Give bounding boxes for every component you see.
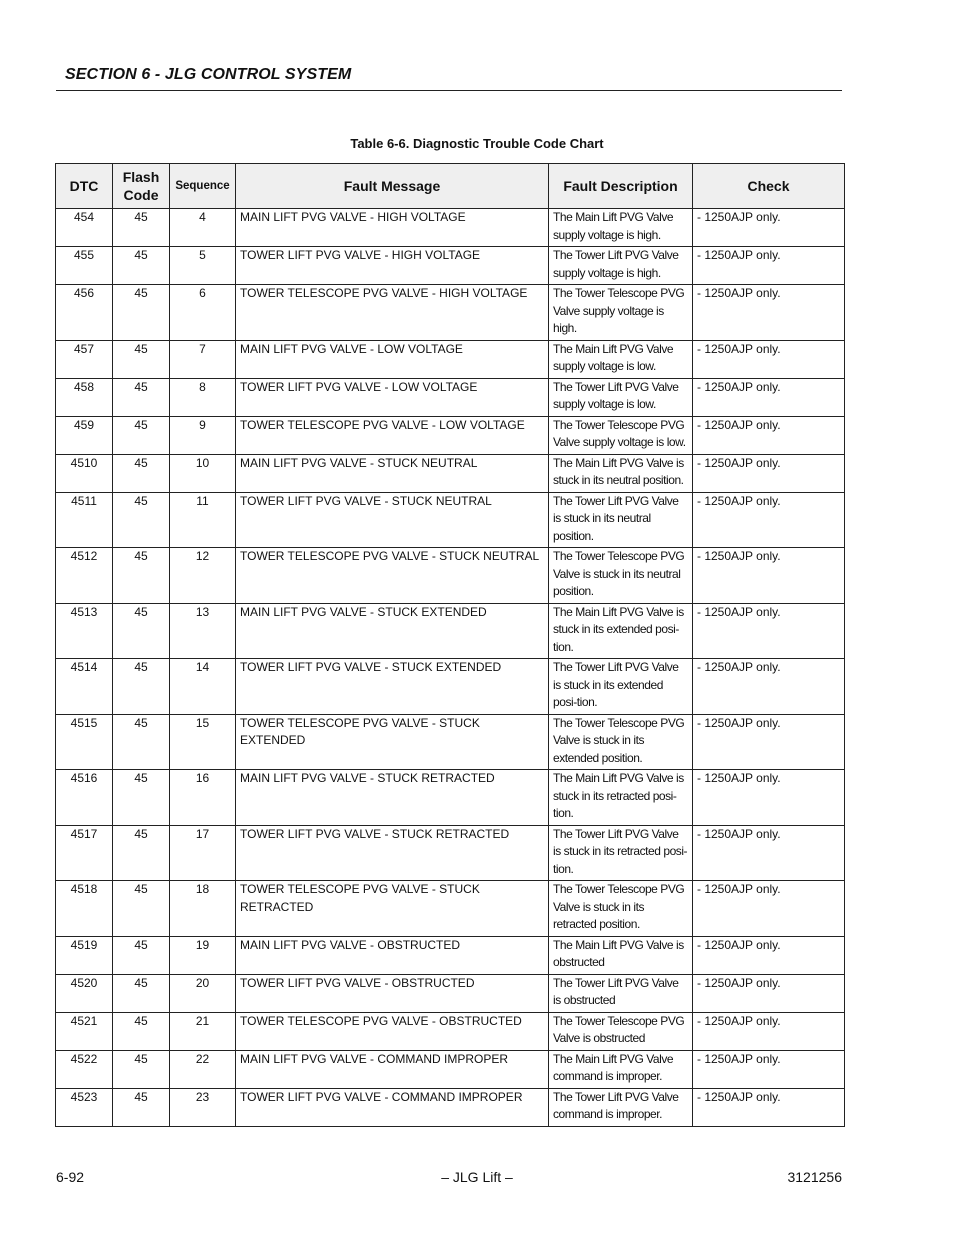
- table-caption: Table 6-6. Diagnostic Trouble Code Chart: [350, 136, 604, 151]
- table-row: [56, 825, 845, 881]
- fault-description-cell: [549, 416, 693, 454]
- fault-description-cell: [549, 659, 693, 715]
- fault-description-text: The Tower Telescope PVG Valve is stuck in its extended position.: [553, 715, 685, 765]
- check-cell: - 1250AJP only.: [693, 659, 845, 715]
- table-row: [56, 603, 845, 659]
- fault-description-cell: [549, 247, 693, 285]
- table-row: [56, 340, 845, 378]
- dtc-cell: 4519: [56, 936, 113, 974]
- fault-description-text: The Main Lift PVG Valve supply voltage is low.: [553, 341, 674, 373]
- diagnostic-trouble-code-table: [55, 163, 845, 1127]
- fault-description-cell: [549, 974, 693, 1012]
- dtc-cell: 4514: [56, 659, 113, 715]
- fault-description-text: The Main Lift PVG Valve is stuck in its extended posi-tion.: [553, 604, 684, 654]
- fault-description-cell: [549, 209, 693, 247]
- table-row: [56, 936, 845, 974]
- fault-message-cell: TOWER LIFT PVG VALVE - STUCK NEUTRAL: [236, 492, 549, 548]
- fault-message-cell: TOWER LIFT PVG VALVE - LOW VOLTAGE: [236, 378, 549, 416]
- fault-description-text: The Tower Telescope PVG Valve is obstructed: [553, 1013, 685, 1045]
- dtc-cell: 459: [56, 416, 113, 454]
- table-row: [56, 209, 845, 247]
- check-cell: - 1250AJP only.: [693, 974, 845, 1012]
- fault-description-cell: [549, 936, 693, 974]
- sequence-cell: 13: [170, 603, 236, 659]
- dtc-cell: 4512: [56, 548, 113, 604]
- flash-code-cell: 45: [113, 603, 170, 659]
- fault-description-text: The Main Lift PVG Valve command is improper.: [553, 1051, 674, 1083]
- fault-description-text: The Tower Telescope PVG Valve is stuck in its neutral position.: [553, 549, 685, 598]
- table-row: [56, 247, 845, 285]
- fault-description-text: The Main Lift PVG Valve is stuck in its retracted posi-tion.: [553, 771, 684, 820]
- section-header: [56, 64, 842, 91]
- sequence-cell: 14: [170, 659, 236, 715]
- fault-description-cell: [549, 881, 693, 937]
- check-cell: - 1250AJP only.: [693, 1050, 845, 1088]
- table-row: [56, 378, 845, 416]
- sequence-cell: 5: [170, 247, 236, 285]
- column-header-sequence: Sequence: [170, 164, 236, 209]
- fault-message-cell: TOWER LIFT PVG VALVE - COMMAND IMPROPER: [236, 1088, 549, 1126]
- fault-description-cell: [549, 825, 693, 881]
- check-cell: - 1250AJP only.: [693, 492, 845, 548]
- dtc-cell: 458: [56, 378, 113, 416]
- fault-message-cell: MAIN LIFT PVG VALVE - OBSTRUCTED: [236, 936, 549, 974]
- fault-description-text: The Tower Lift PVG Valve command is improper.: [553, 1089, 679, 1121]
- sequence-cell: 17: [170, 825, 236, 881]
- table-row: [56, 714, 845, 770]
- fault-description-cell: [549, 603, 693, 659]
- check-cell: - 1250AJP only.: [693, 714, 845, 770]
- fault-description-cell: [549, 714, 693, 770]
- column-header-flash-code: [113, 164, 170, 209]
- fault-message-cell: MAIN LIFT PVG VALVE - COMMAND IMPROPER: [236, 1050, 549, 1088]
- check-cell: - 1250AJP only.: [693, 209, 845, 247]
- dtc-cell: 4518: [56, 881, 113, 937]
- fault-description-text: The Main Lift PVG Valve is obstructed: [553, 937, 684, 969]
- check-cell: - 1250AJP only.: [693, 1088, 845, 1126]
- sequence-cell: 16: [170, 770, 236, 826]
- sequence-cell: 21: [170, 1012, 236, 1050]
- table-body: [56, 209, 845, 1127]
- sequence-cell: 4: [170, 209, 236, 247]
- fault-message-cell: TOWER TELESCOPE PVG VALVE - OBSTRUCTED: [236, 1012, 549, 1050]
- check-cell: - 1250AJP only.: [693, 416, 845, 454]
- fault-description-text: The Tower Lift PVG Valve is stuck in its extended posi-tion.: [553, 660, 679, 709]
- dtc-cell: 454: [56, 209, 113, 247]
- column-header-dtc: DTC: [56, 164, 113, 209]
- fault-description-cell: [549, 454, 693, 492]
- fault-description-text: The Tower Telescope PVG Valve supply voltage is low.: [553, 417, 686, 449]
- sequence-cell: 22: [170, 1050, 236, 1088]
- fault-description-text: The Tower Lift PVG Valve is stuck in its neutral position.: [553, 493, 679, 543]
- fault-message-cell: TOWER TELESCOPE PVG VALVE - HIGH VOLTAGE: [236, 285, 549, 341]
- dtc-cell: 4521: [56, 1012, 113, 1050]
- flash-code-cell: 45: [113, 825, 170, 881]
- page-number: 6-92: [56, 1169, 85, 1185]
- fault-message-cell: TOWER TELESCOPE PVG VALVE - STUCK RETRACTED: [236, 881, 549, 937]
- flash-code-cell: 45: [113, 454, 170, 492]
- dtc-cell: 4516: [56, 770, 113, 826]
- flash-code-cell: 45: [113, 340, 170, 378]
- sequence-cell: 12: [170, 548, 236, 604]
- dtc-cell: 4510: [56, 454, 113, 492]
- check-cell: - 1250AJP only.: [693, 454, 845, 492]
- fault-description-cell: [549, 285, 693, 341]
- fault-message-cell: TOWER LIFT PVG VALVE - HIGH VOLTAGE: [236, 247, 549, 285]
- check-cell: - 1250AJP only.: [693, 936, 845, 974]
- fault-message-cell: MAIN LIFT PVG VALVE - HIGH VOLTAGE: [236, 209, 549, 247]
- fault-description-cell: [549, 1050, 693, 1088]
- table-row: [56, 548, 845, 604]
- sequence-cell: 6: [170, 285, 236, 341]
- fault-message-cell: MAIN LIFT PVG VALVE - LOW VOLTAGE: [236, 340, 549, 378]
- flash-code-cell: 45: [113, 378, 170, 416]
- table-row: [56, 285, 845, 341]
- flash-code-cell: 45: [113, 936, 170, 974]
- dtc-cell: 455: [56, 247, 113, 285]
- flash-code-cell: 45: [113, 659, 170, 715]
- check-cell: - 1250AJP only.: [693, 247, 845, 285]
- dtc-cell: 4522: [56, 1050, 113, 1088]
- table-row: [56, 1088, 845, 1126]
- sequence-cell: 11: [170, 492, 236, 548]
- flash-code-cell: 45: [113, 714, 170, 770]
- dtc-cell: 4520: [56, 974, 113, 1012]
- table-row: [56, 416, 845, 454]
- fault-description-text: The Tower Lift PVG Valve is obstructed: [553, 975, 679, 1007]
- fault-description-text: The Main Lift PVG Valve supply voltage is high.: [553, 210, 674, 242]
- check-cell: - 1250AJP only.: [693, 603, 845, 659]
- fault-message-cell: MAIN LIFT PVG VALVE - STUCK NEUTRAL: [236, 454, 549, 492]
- check-cell: - 1250AJP only.: [693, 770, 845, 826]
- dtc-cell: 4511: [56, 492, 113, 548]
- fault-description-text: The Main Lift PVG Valve is stuck in its neutral position.: [553, 455, 684, 487]
- fault-description-cell: [549, 378, 693, 416]
- flash-code-cell: 45: [113, 416, 170, 454]
- table-row: [56, 492, 845, 548]
- fault-description-cell: [549, 548, 693, 604]
- flash-code-cell: 45: [113, 1012, 170, 1050]
- sequence-cell: 23: [170, 1088, 236, 1126]
- dtc-cell: 4515: [56, 714, 113, 770]
- column-header-fault-message: Fault Message: [236, 164, 549, 209]
- fault-message-cell: TOWER TELESCOPE PVG VALVE - STUCK NEUTRAL: [236, 548, 549, 604]
- table-row: [56, 454, 845, 492]
- sequence-cell: 18: [170, 881, 236, 937]
- table-row: [56, 1012, 845, 1050]
- dtc-cell: 457: [56, 340, 113, 378]
- table-row: [56, 659, 845, 715]
- flash-code-cell: 45: [113, 548, 170, 604]
- sequence-cell: 15: [170, 714, 236, 770]
- fault-description-text: The Tower Telescope PVG Valve is stuck in its retracted position.: [553, 882, 685, 931]
- column-header-fault-description: Fault Description: [549, 164, 693, 209]
- dtc-cell: 4513: [56, 603, 113, 659]
- fault-message-cell: TOWER LIFT PVG VALVE - OBSTRUCTED: [236, 974, 549, 1012]
- flash-code-cell: 45: [113, 770, 170, 826]
- check-cell: - 1250AJP only.: [693, 881, 845, 937]
- check-cell: - 1250AJP only.: [693, 1012, 845, 1050]
- fault-description-cell: [549, 1088, 693, 1126]
- column-header-check: Check: [693, 164, 845, 209]
- dtc-cell: 4523: [56, 1088, 113, 1126]
- fault-description-text: The Tower Lift PVG Valve supply voltage is low.: [553, 379, 679, 411]
- fault-description-cell: [549, 1012, 693, 1050]
- dtc-cell: 4517: [56, 825, 113, 881]
- fault-description-cell: [549, 770, 693, 826]
- fault-message-cell: TOWER LIFT PVG VALVE - STUCK EXTENDED: [236, 659, 549, 715]
- check-cell: - 1250AJP only.: [693, 548, 845, 604]
- sequence-cell: 9: [170, 416, 236, 454]
- table-header-row: [56, 164, 845, 209]
- flash-code-header-label: Flash Code: [122, 169, 160, 203]
- flash-code-cell: 45: [113, 881, 170, 937]
- flash-code-cell: 45: [113, 285, 170, 341]
- check-cell: - 1250AJP only.: [693, 825, 845, 881]
- sequence-cell: 20: [170, 974, 236, 1012]
- fault-description-text: The Tower Lift PVG Valve is stuck in its retracted posi-tion.: [553, 826, 688, 876]
- fault-message-cell: TOWER TELESCOPE PVG VALVE - LOW VOLTAGE: [236, 416, 549, 454]
- check-cell: - 1250AJP only.: [693, 378, 845, 416]
- fault-description-cell: [549, 340, 693, 378]
- table-row: [56, 770, 845, 826]
- fault-message-cell: TOWER TELESCOPE PVG VALVE - STUCK EXTENDED: [236, 714, 549, 770]
- sequence-cell: 8: [170, 378, 236, 416]
- footer-brand: – JLG Lift –: [441, 1169, 513, 1185]
- sequence-cell: 19: [170, 936, 236, 974]
- dtc-cell: 456: [56, 285, 113, 341]
- fault-message-cell: MAIN LIFT PVG VALVE - STUCK RETRACTED: [236, 770, 549, 826]
- table-row: [56, 1050, 845, 1088]
- check-cell: - 1250AJP only.: [693, 285, 845, 341]
- flash-code-cell: 45: [113, 492, 170, 548]
- fault-message-cell: MAIN LIFT PVG VALVE - STUCK EXTENDED: [236, 603, 549, 659]
- flash-code-cell: 45: [113, 1050, 170, 1088]
- flash-code-cell: 45: [113, 1088, 170, 1126]
- sequence-cell: 7: [170, 340, 236, 378]
- check-cell: - 1250AJP only.: [693, 340, 845, 378]
- sequence-cell: 10: [170, 454, 236, 492]
- fault-description-text: The Tower Telescope PVG Valve supply voltage is high.: [553, 286, 685, 335]
- fault-message-cell: TOWER LIFT PVG VALVE - STUCK RETRACTED: [236, 825, 549, 881]
- section-title: SECTION 6 - JLG CONTROL SYSTEM: [65, 66, 352, 83]
- flash-code-cell: 45: [113, 209, 170, 247]
- fault-description-text: The Tower Lift PVG Valve supply voltage is high.: [553, 248, 679, 280]
- flash-code-cell: 45: [113, 247, 170, 285]
- table-row: [56, 974, 845, 1012]
- fault-description-cell: [549, 492, 693, 548]
- document-number: 3121256: [787, 1169, 842, 1185]
- table-row: [56, 881, 845, 937]
- flash-code-cell: 45: [113, 974, 170, 1012]
